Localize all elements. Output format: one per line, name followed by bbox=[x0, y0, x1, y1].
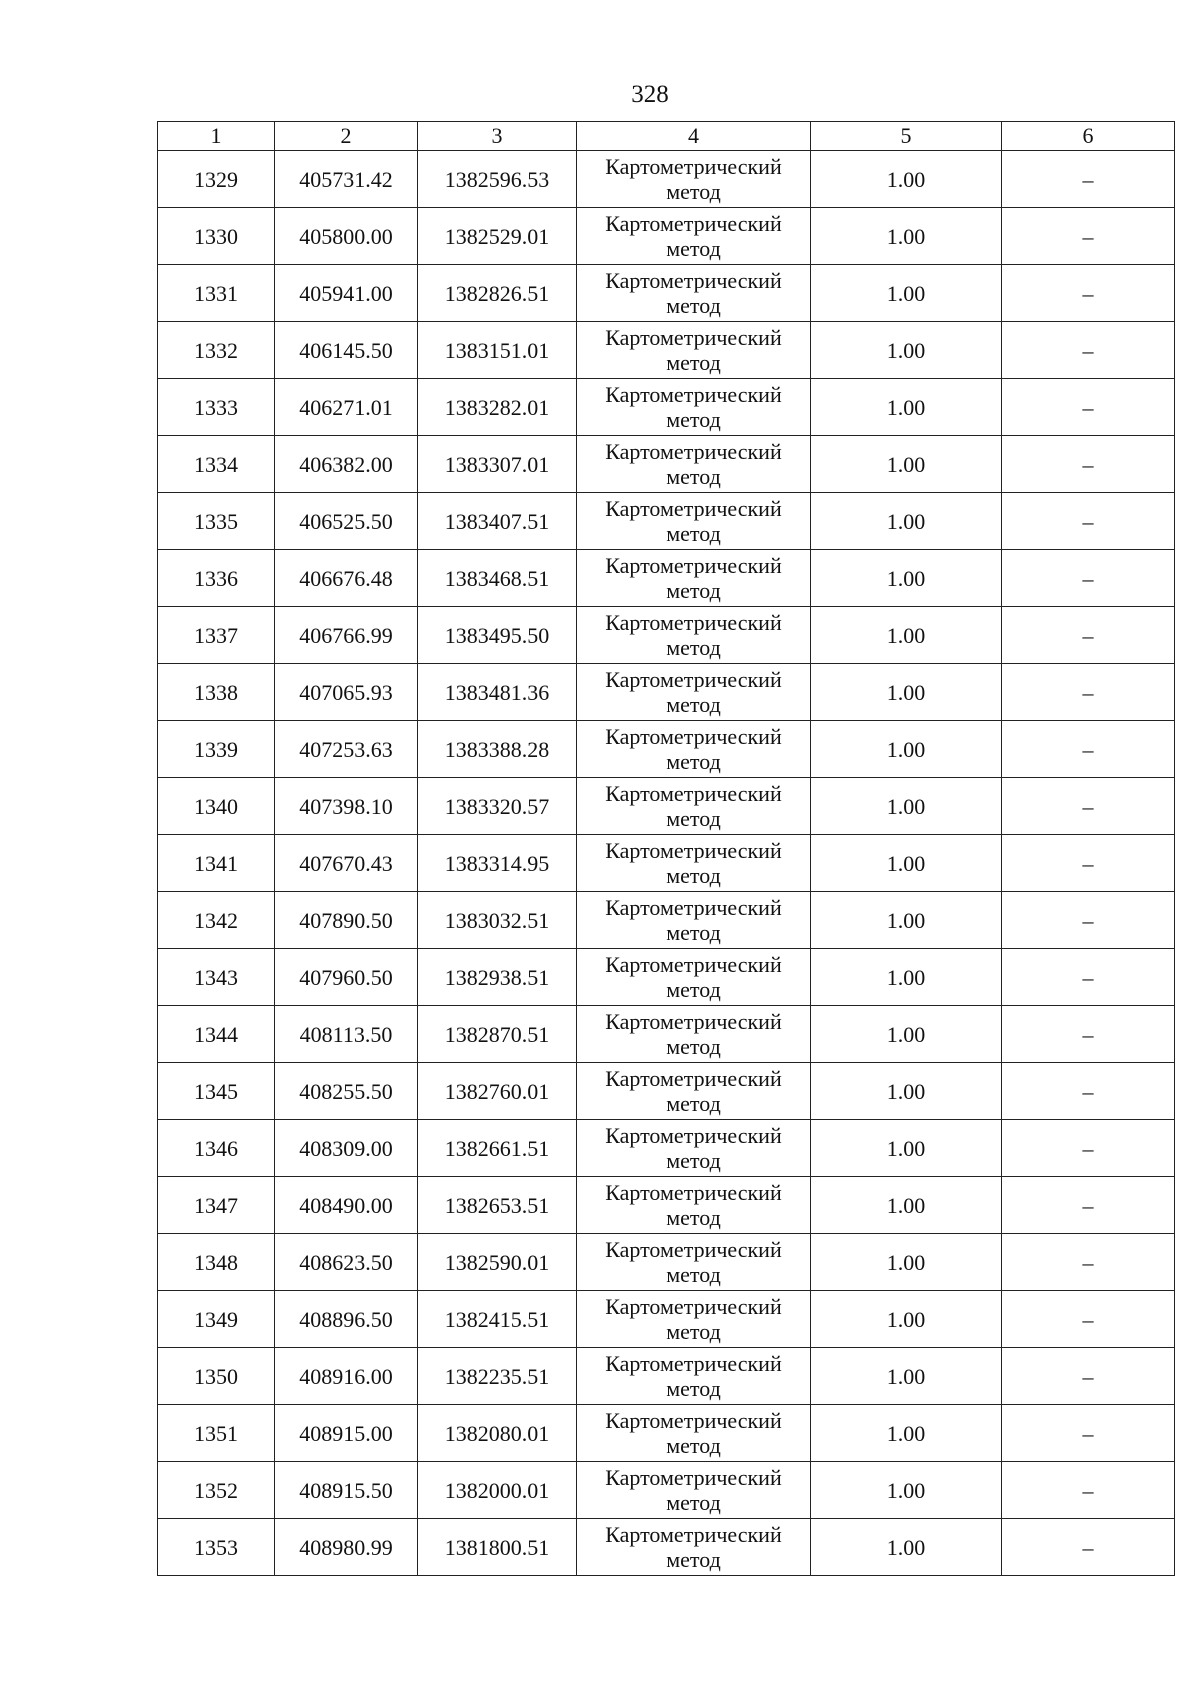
method-line-2: метод bbox=[666, 293, 721, 318]
method-line-2: метод bbox=[666, 578, 721, 603]
point-number-cell: 1350 bbox=[158, 1348, 275, 1405]
method-line-1: Картометрический bbox=[605, 1522, 782, 1547]
point-number-cell: 1345 bbox=[158, 1063, 275, 1120]
method-line-1: Картометрический bbox=[605, 1123, 782, 1148]
table-row bbox=[158, 322, 1175, 379]
note-cell: – bbox=[1002, 322, 1175, 379]
method-line-2: метод bbox=[666, 749, 721, 774]
method-line-2: метод bbox=[666, 977, 721, 1002]
method-line-1: Картометрический bbox=[605, 154, 782, 179]
method-cell bbox=[577, 1006, 811, 1063]
table-row bbox=[158, 721, 1175, 778]
column-header-1: 1 bbox=[158, 122, 275, 151]
method-line-1: Картометрический bbox=[605, 439, 782, 464]
method-line-2: метод bbox=[666, 806, 721, 831]
x-coordinate-cell: 405800.00 bbox=[275, 208, 418, 265]
x-coordinate-cell: 408980.99 bbox=[275, 1519, 418, 1576]
column-header-5: 5 bbox=[811, 122, 1002, 151]
note-cell: – bbox=[1002, 664, 1175, 721]
x-coordinate-cell: 406525.50 bbox=[275, 493, 418, 550]
header-row bbox=[158, 122, 1175, 151]
method-line-1: Картометрический bbox=[605, 724, 782, 749]
note-cell: – bbox=[1002, 208, 1175, 265]
method-cell bbox=[577, 1063, 811, 1120]
note-cell: – bbox=[1002, 778, 1175, 835]
table-row bbox=[158, 379, 1175, 436]
point-number-cell: 1335 bbox=[158, 493, 275, 550]
accuracy-cell: 1.00 bbox=[811, 151, 1002, 208]
x-coordinate-cell: 406766.99 bbox=[275, 607, 418, 664]
table-row bbox=[158, 550, 1175, 607]
method-cell bbox=[577, 1234, 811, 1291]
accuracy-cell: 1.00 bbox=[811, 778, 1002, 835]
table-row bbox=[158, 493, 1175, 550]
method-line-2: метод bbox=[666, 407, 721, 432]
method-line-1: Картометрический bbox=[605, 211, 782, 236]
point-number-cell: 1343 bbox=[158, 949, 275, 1006]
point-number-cell: 1346 bbox=[158, 1120, 275, 1177]
method-cell bbox=[577, 949, 811, 1006]
accuracy-cell: 1.00 bbox=[811, 1234, 1002, 1291]
y-coordinate-cell: 1383481.36 bbox=[418, 664, 577, 721]
method-line-2: метод bbox=[666, 1034, 721, 1059]
method-line-1: Картометрический bbox=[605, 952, 782, 977]
note-cell: – bbox=[1002, 1063, 1175, 1120]
method-cell bbox=[577, 607, 811, 664]
note-cell: – bbox=[1002, 835, 1175, 892]
method-line-1: Картометрический bbox=[605, 1465, 782, 1490]
method-cell bbox=[577, 1519, 811, 1576]
x-coordinate-cell: 407890.50 bbox=[275, 892, 418, 949]
accuracy-cell: 1.00 bbox=[811, 1063, 1002, 1120]
note-cell: – bbox=[1002, 379, 1175, 436]
point-number-cell: 1341 bbox=[158, 835, 275, 892]
table-row bbox=[158, 1234, 1175, 1291]
x-coordinate-cell: 407960.50 bbox=[275, 949, 418, 1006]
column-header-4: 4 bbox=[577, 122, 811, 151]
point-number-cell: 1349 bbox=[158, 1291, 275, 1348]
method-line-1: Картометрический bbox=[605, 1066, 782, 1091]
table-row bbox=[158, 1462, 1175, 1519]
accuracy-cell: 1.00 bbox=[811, 1519, 1002, 1576]
method-cell bbox=[577, 1462, 811, 1519]
x-coordinate-cell: 408113.50 bbox=[275, 1006, 418, 1063]
x-coordinate-cell: 406271.01 bbox=[275, 379, 418, 436]
method-line-2: метод bbox=[666, 863, 721, 888]
table-row bbox=[158, 607, 1175, 664]
method-cell bbox=[577, 151, 811, 208]
point-number-cell: 1334 bbox=[158, 436, 275, 493]
point-number-cell: 1331 bbox=[158, 265, 275, 322]
method-line-2: метод bbox=[666, 920, 721, 945]
method-cell bbox=[577, 493, 811, 550]
method-line-2: метод bbox=[666, 1262, 721, 1287]
method-line-2: метод bbox=[666, 350, 721, 375]
coordinates-table bbox=[157, 121, 1175, 1576]
method-cell bbox=[577, 1405, 811, 1462]
method-line-2: метод bbox=[666, 1091, 721, 1116]
accuracy-cell: 1.00 bbox=[811, 1120, 1002, 1177]
method-line-1: Картометрический bbox=[605, 1180, 782, 1205]
table-row bbox=[158, 835, 1175, 892]
x-coordinate-cell: 407670.43 bbox=[275, 835, 418, 892]
accuracy-cell: 1.00 bbox=[811, 835, 1002, 892]
method-line-2: метод bbox=[666, 1490, 721, 1515]
point-number-cell: 1337 bbox=[158, 607, 275, 664]
y-coordinate-cell: 1382235.51 bbox=[418, 1348, 577, 1405]
method-line-1: Картометрический bbox=[605, 325, 782, 350]
y-coordinate-cell: 1383388.28 bbox=[418, 721, 577, 778]
table-row bbox=[158, 949, 1175, 1006]
y-coordinate-cell: 1382938.51 bbox=[418, 949, 577, 1006]
method-cell bbox=[577, 436, 811, 493]
y-coordinate-cell: 1382661.51 bbox=[418, 1120, 577, 1177]
y-coordinate-cell: 1382760.01 bbox=[418, 1063, 577, 1120]
column-header-6: 6 bbox=[1002, 122, 1175, 151]
accuracy-cell: 1.00 bbox=[811, 208, 1002, 265]
method-cell bbox=[577, 721, 811, 778]
x-coordinate-cell: 408255.50 bbox=[275, 1063, 418, 1120]
table-row bbox=[158, 208, 1175, 265]
y-coordinate-cell: 1382080.01 bbox=[418, 1405, 577, 1462]
y-coordinate-cell: 1383320.57 bbox=[418, 778, 577, 835]
y-coordinate-cell: 1382596.53 bbox=[418, 151, 577, 208]
accuracy-cell: 1.00 bbox=[811, 1462, 1002, 1519]
accuracy-cell: 1.00 bbox=[811, 949, 1002, 1006]
point-number-cell: 1339 bbox=[158, 721, 275, 778]
y-coordinate-cell: 1383407.51 bbox=[418, 493, 577, 550]
note-cell: – bbox=[1002, 436, 1175, 493]
table-row bbox=[158, 151, 1175, 208]
point-number-cell: 1329 bbox=[158, 151, 275, 208]
note-cell: – bbox=[1002, 550, 1175, 607]
accuracy-cell: 1.00 bbox=[811, 1291, 1002, 1348]
method-line-2: метод bbox=[666, 1547, 721, 1572]
note-cell: – bbox=[1002, 1348, 1175, 1405]
accuracy-cell: 1.00 bbox=[811, 1348, 1002, 1405]
y-coordinate-cell: 1383307.01 bbox=[418, 436, 577, 493]
method-line-2: метод bbox=[666, 236, 721, 261]
method-cell bbox=[577, 1291, 811, 1348]
table-row bbox=[158, 1006, 1175, 1063]
point-number-cell: 1338 bbox=[158, 664, 275, 721]
page-number: 328 bbox=[631, 81, 669, 108]
y-coordinate-cell: 1383314.95 bbox=[418, 835, 577, 892]
method-cell bbox=[577, 550, 811, 607]
table-body bbox=[158, 122, 1175, 1576]
note-cell: – bbox=[1002, 1006, 1175, 1063]
y-coordinate-cell: 1382529.01 bbox=[418, 208, 577, 265]
method-line-1: Картометрический bbox=[605, 610, 782, 635]
point-number-cell: 1333 bbox=[158, 379, 275, 436]
method-line-1: Картометрический bbox=[605, 1351, 782, 1376]
x-coordinate-cell: 405731.42 bbox=[275, 151, 418, 208]
x-coordinate-cell: 405941.00 bbox=[275, 265, 418, 322]
note-cell: – bbox=[1002, 1120, 1175, 1177]
note-cell: – bbox=[1002, 892, 1175, 949]
method-line-1: Картометрический bbox=[605, 1408, 782, 1433]
point-number-cell: 1347 bbox=[158, 1177, 275, 1234]
table-row bbox=[158, 1177, 1175, 1234]
table-row bbox=[158, 1063, 1175, 1120]
method-cell bbox=[577, 1348, 811, 1405]
y-coordinate-cell: 1382653.51 bbox=[418, 1177, 577, 1234]
point-number-cell: 1330 bbox=[158, 208, 275, 265]
method-line-2: метод bbox=[666, 464, 721, 489]
table-row bbox=[158, 664, 1175, 721]
method-line-1: Картометрический bbox=[605, 1237, 782, 1262]
method-line-1: Картометрический bbox=[605, 895, 782, 920]
note-cell: – bbox=[1002, 1462, 1175, 1519]
method-line-1: Картометрический bbox=[605, 781, 782, 806]
note-cell: – bbox=[1002, 265, 1175, 322]
method-line-1: Картометрический bbox=[605, 1009, 782, 1034]
x-coordinate-cell: 408915.50 bbox=[275, 1462, 418, 1519]
note-cell: – bbox=[1002, 721, 1175, 778]
point-number-cell: 1336 bbox=[158, 550, 275, 607]
x-coordinate-cell: 407065.93 bbox=[275, 664, 418, 721]
y-coordinate-cell: 1383495.50 bbox=[418, 607, 577, 664]
method-line-1: Картометрический bbox=[605, 838, 782, 863]
accuracy-cell: 1.00 bbox=[811, 322, 1002, 379]
method-cell bbox=[577, 379, 811, 436]
note-cell: – bbox=[1002, 949, 1175, 1006]
method-cell bbox=[577, 1120, 811, 1177]
table-row bbox=[158, 436, 1175, 493]
point-number-cell: 1342 bbox=[158, 892, 275, 949]
table-row bbox=[158, 1120, 1175, 1177]
x-coordinate-cell: 408490.00 bbox=[275, 1177, 418, 1234]
point-number-cell: 1353 bbox=[158, 1519, 275, 1576]
accuracy-cell: 1.00 bbox=[811, 1006, 1002, 1063]
method-line-1: Картометрический bbox=[605, 553, 782, 578]
method-line-1: Картометрический bbox=[605, 667, 782, 692]
method-line-1: Картометрический bbox=[605, 382, 782, 407]
note-cell: – bbox=[1002, 151, 1175, 208]
x-coordinate-cell: 408623.50 bbox=[275, 1234, 418, 1291]
accuracy-cell: 1.00 bbox=[811, 607, 1002, 664]
accuracy-cell: 1.00 bbox=[811, 1177, 1002, 1234]
note-cell: – bbox=[1002, 1177, 1175, 1234]
y-coordinate-cell: 1383151.01 bbox=[418, 322, 577, 379]
accuracy-cell: 1.00 bbox=[811, 721, 1002, 778]
point-number-cell: 1340 bbox=[158, 778, 275, 835]
accuracy-cell: 1.00 bbox=[811, 664, 1002, 721]
y-coordinate-cell: 1383032.51 bbox=[418, 892, 577, 949]
method-cell bbox=[577, 208, 811, 265]
method-line-2: метод bbox=[666, 1319, 721, 1344]
x-coordinate-cell: 406382.00 bbox=[275, 436, 418, 493]
point-number-cell: 1344 bbox=[158, 1006, 275, 1063]
note-cell: – bbox=[1002, 1519, 1175, 1576]
column-header-3: 3 bbox=[418, 122, 577, 151]
method-line-2: метод bbox=[666, 692, 721, 717]
method-cell bbox=[577, 778, 811, 835]
method-cell bbox=[577, 322, 811, 379]
y-coordinate-cell: 1383468.51 bbox=[418, 550, 577, 607]
method-line-1: Картометрический bbox=[605, 496, 782, 521]
accuracy-cell: 1.00 bbox=[811, 1405, 1002, 1462]
x-coordinate-cell: 408915.00 bbox=[275, 1405, 418, 1462]
method-line-2: метод bbox=[666, 1376, 721, 1401]
y-coordinate-cell: 1382590.01 bbox=[418, 1234, 577, 1291]
x-coordinate-cell: 406676.48 bbox=[275, 550, 418, 607]
method-line-2: метод bbox=[666, 1148, 721, 1173]
table-row bbox=[158, 892, 1175, 949]
point-number-cell: 1348 bbox=[158, 1234, 275, 1291]
x-coordinate-cell: 407253.63 bbox=[275, 721, 418, 778]
x-coordinate-cell: 408309.00 bbox=[275, 1120, 418, 1177]
method-line-2: метод bbox=[666, 521, 721, 546]
note-cell: – bbox=[1002, 493, 1175, 550]
point-number-cell: 1352 bbox=[158, 1462, 275, 1519]
x-coordinate-cell: 407398.10 bbox=[275, 778, 418, 835]
y-coordinate-cell: 1382826.51 bbox=[418, 265, 577, 322]
table-row bbox=[158, 1348, 1175, 1405]
y-coordinate-cell: 1383282.01 bbox=[418, 379, 577, 436]
column-header-2: 2 bbox=[275, 122, 418, 151]
method-line-1: Картометрический bbox=[605, 1294, 782, 1319]
accuracy-cell: 1.00 bbox=[811, 493, 1002, 550]
y-coordinate-cell: 1382415.51 bbox=[418, 1291, 577, 1348]
table-row bbox=[158, 1519, 1175, 1576]
note-cell: – bbox=[1002, 1291, 1175, 1348]
x-coordinate-cell: 408896.50 bbox=[275, 1291, 418, 1348]
table-row bbox=[158, 265, 1175, 322]
method-cell bbox=[577, 835, 811, 892]
table-row bbox=[158, 778, 1175, 835]
accuracy-cell: 1.00 bbox=[811, 892, 1002, 949]
method-line-2: метод bbox=[666, 1205, 721, 1230]
table-row bbox=[158, 1405, 1175, 1462]
method-line-2: метод bbox=[666, 1433, 721, 1458]
method-line-2: метод bbox=[666, 635, 721, 660]
method-line-1: Картометрический bbox=[605, 268, 782, 293]
point-number-cell: 1351 bbox=[158, 1405, 275, 1462]
x-coordinate-cell: 406145.50 bbox=[275, 322, 418, 379]
method-line-2: метод bbox=[666, 179, 721, 204]
method-cell bbox=[577, 892, 811, 949]
accuracy-cell: 1.00 bbox=[811, 550, 1002, 607]
method-cell bbox=[577, 664, 811, 721]
point-number-cell: 1332 bbox=[158, 322, 275, 379]
x-coordinate-cell: 408916.00 bbox=[275, 1348, 418, 1405]
accuracy-cell: 1.00 bbox=[811, 265, 1002, 322]
y-coordinate-cell: 1382000.01 bbox=[418, 1462, 577, 1519]
note-cell: – bbox=[1002, 607, 1175, 664]
method-cell bbox=[577, 1177, 811, 1234]
y-coordinate-cell: 1382870.51 bbox=[418, 1006, 577, 1063]
accuracy-cell: 1.00 bbox=[811, 436, 1002, 493]
note-cell: – bbox=[1002, 1405, 1175, 1462]
accuracy-cell: 1.00 bbox=[811, 379, 1002, 436]
table-row bbox=[158, 1291, 1175, 1348]
method-cell bbox=[577, 265, 811, 322]
y-coordinate-cell: 1381800.51 bbox=[418, 1519, 577, 1576]
note-cell: – bbox=[1002, 1234, 1175, 1291]
